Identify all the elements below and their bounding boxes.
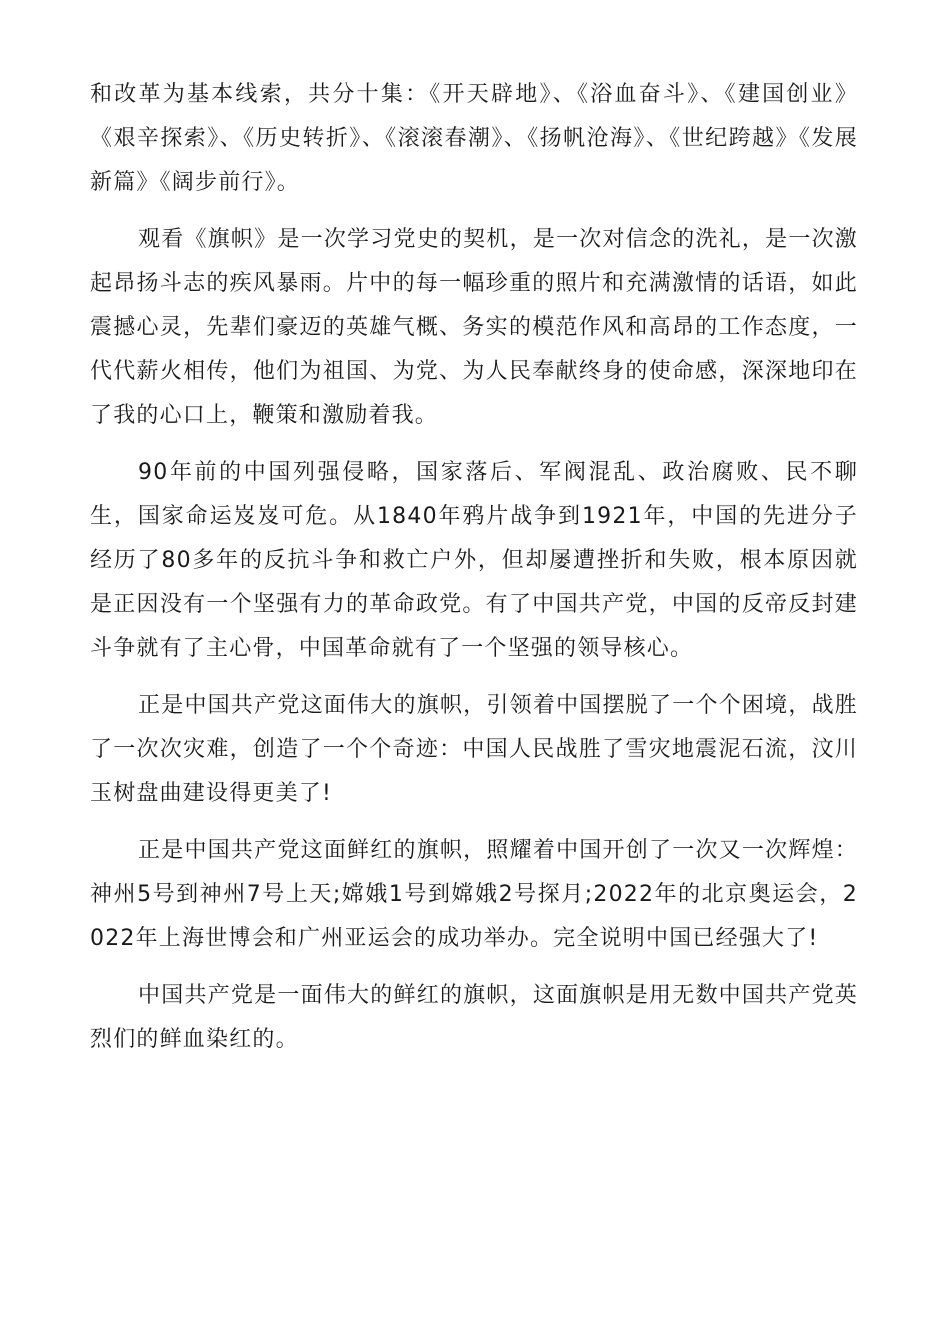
paragraph-5: 正是中国共产党这面鲜红的旗帜，照耀着中国开创了一次又一次辉煌：神州5号到神州7号上天;嫦娥1号到嫦娥2号探月;2022年的北京奥运会，2022年上海世博会和广州亚运会的成功举办。完全说明中国已经强大了!	[90, 838, 858, 951]
document-body	[90, 73, 858, 1075]
paragraph-1: 和改革为基本线索，共分十集：《开天辟地》、《浴血奋斗》、《建国创业》《艰辛探索》、《历史转折》、《滚滚春潮》、《扬帆沧海》、《世纪跨越》《发展新篇》《阔步前行》。	[90, 82, 858, 195]
paragraph-2: 观看《旗帜》是一次学习党史的契机，是一次对信念的洗礼，是一次激起昂扬斗志的疾风暴雨。片中的每一幅珍重的照片和充满激情的话语，如此震撼心灵，先辈们豪迈的英雄气概、务实的模范作风和高昂的工作态度，一代代薪火相传，他们为祖国、为党、为人民奉献终身的使命感，深深地印在了我的心口上，鞭策和激励着我。	[90, 227, 858, 428]
paragraph-4: 正是中国共产党这面伟大的旗帜，引领着中国摆脱了一个个困境，战胜了一次次灾难，创造了一个个奇迹：中国人民战胜了雪灾地震泥石流，汶川玉树盘曲建设得更美了!	[90, 693, 858, 806]
paragraph-3: 90年前的中国列强侵略，国家落后、军阀混乱、政治腐败、民不聊生，国家命运岌岌可危。从1840年鸦片战争到1921年，中国的先进分子经历了80多年的反抗斗争和救亡户外，但却屡遭挫折和失败，根本原因就是正因没有一个坚强有力的革命政党。有了中国共产党，中国的反帝反封建斗争就有了主心骨，中国革命就有了一个坚强的领导核心。	[90, 460, 858, 661]
paragraph-6: 中国共产党是一面伟大的鲜红的旗帜，这面旗帜是用无数中国共产党英烈们的鲜血染红的。	[90, 983, 858, 1052]
